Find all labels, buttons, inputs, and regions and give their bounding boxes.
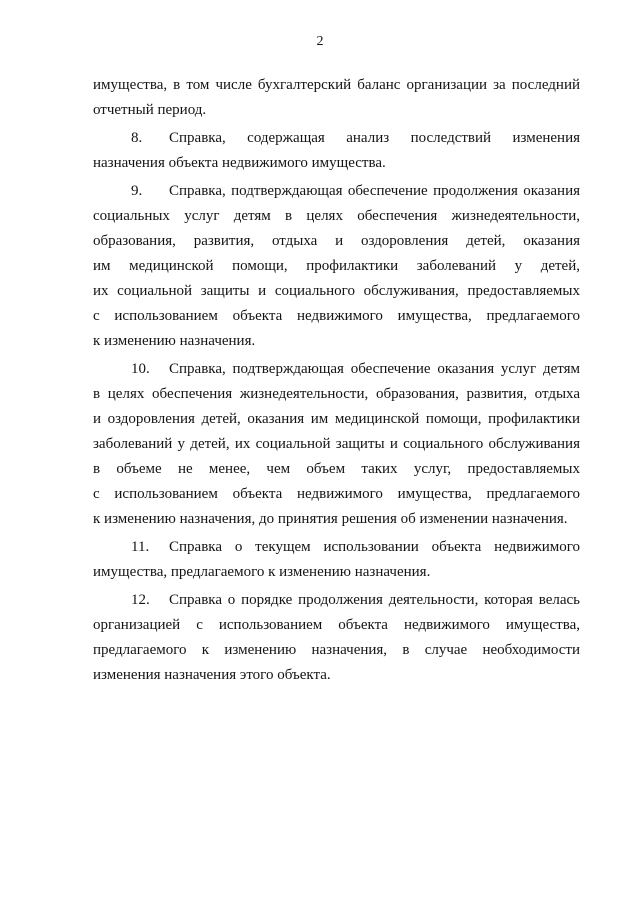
list-item-12 xyxy=(93,588,580,688)
text-line: в целях обеспечения жизнедеятельности, образования, развития, отдыха xyxy=(93,386,580,402)
text-line: и оздоровления детей, оказания им медицинской помощи, профилактики xyxy=(93,411,580,427)
text-line: им медицинской помощи, профилактики заболеваний у детей, xyxy=(93,258,580,274)
text-line: имущества, в том числе бухгалтерский баланс организации за последний xyxy=(93,77,580,93)
list-item-11 xyxy=(93,535,580,585)
text-fragment: Справка, подтверждающая обеспечение оказания услуг детям xyxy=(169,361,580,377)
text-line: отчетный период. xyxy=(93,102,207,118)
text-line: социальных услуг детям в целях обеспечения жизнедеятельности, xyxy=(93,208,580,224)
paragraph-continuation xyxy=(93,73,580,123)
text-line xyxy=(93,357,580,382)
text-line: в объеме не менее, чем объем таких услуг, предоставляемых xyxy=(93,461,580,477)
text-line xyxy=(93,179,580,204)
text-line: их социальной защиты и социального обслуживания, предоставляемых xyxy=(93,283,580,299)
list-item-8 xyxy=(93,126,580,176)
list-item-9 xyxy=(93,179,580,354)
text-line: к изменению назначения, до принятия решения об изменении назначения. xyxy=(93,511,568,527)
text-line: имущества, предлагаемого к изменению назначения. xyxy=(93,564,431,580)
item-number: 8. xyxy=(131,130,143,146)
text-line: предлагаемого к изменению назначения, в случае необходимости xyxy=(93,642,580,658)
text-line xyxy=(93,535,580,560)
item-number: 9. xyxy=(131,183,143,199)
item-number: 11. xyxy=(131,539,150,555)
text-line: к изменению назначения. xyxy=(93,333,256,349)
text-line xyxy=(93,588,580,613)
list-item-10 xyxy=(93,357,580,532)
text-line: организацией с использованием объекта недвижимого имущества, xyxy=(93,617,580,633)
document-body xyxy=(93,73,580,691)
text-line xyxy=(93,126,580,151)
text-fragment: Справка, содержащая анализ последствий изменения xyxy=(169,130,580,146)
text-line: назначения объекта недвижимого имущества. xyxy=(93,155,386,171)
text-line: изменения назначения этого объекта. xyxy=(93,667,331,683)
text-line: образования, развития, отдыха и оздоровления детей, оказания xyxy=(93,233,580,249)
page-number: 2 xyxy=(316,34,324,49)
text-fragment: Справка о текущем использовании объекта недвижимого xyxy=(169,539,580,555)
item-number: 12. xyxy=(131,592,150,608)
text-line: с использованием объекта недвижимого имущества, предлагаемого xyxy=(93,486,580,502)
text-fragment: Справка о порядке продолжения деятельности, которая велась xyxy=(169,592,580,608)
text-line: с использованием объекта недвижимого имущества, предлагаемого xyxy=(93,308,580,324)
item-number: 10. xyxy=(131,361,150,377)
text-fragment: Справка, подтверждающая обеспечение продолжения оказания xyxy=(169,183,580,199)
text-line: заболеваний у детей, их социальной защиты и социального обслуживания xyxy=(93,436,580,452)
